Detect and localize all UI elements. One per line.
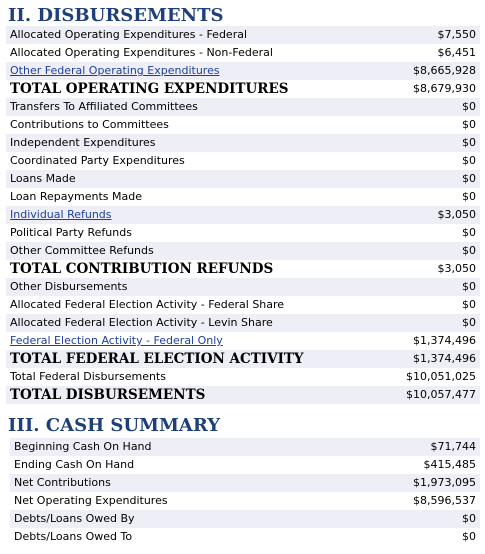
row-amount: $0 — [383, 188, 480, 206]
row-amount: $0 — [383, 314, 480, 332]
table-row-beginning-cash-on-hand — [10, 438, 480, 456]
row-amount: $1,374,496 — [383, 350, 480, 368]
row-label-cell — [6, 332, 383, 350]
row-amount: $1,374,496 — [383, 332, 480, 350]
disbursements-table — [6, 26, 480, 404]
row-amount: $1,973,095 — [337, 474, 480, 492]
row-label-cell: TOTAL DISBURSEMENTS — [6, 386, 383, 404]
row-amount: $7,550 — [383, 26, 480, 44]
table-row-contributions-to-committees — [6, 116, 480, 134]
table-row-ending-cash-on-hand — [10, 456, 480, 474]
row-label-cell: Total Federal Disbursements — [6, 368, 383, 386]
table-row-other-disbursements — [6, 278, 480, 296]
row-amount: $0 — [383, 242, 480, 260]
disbursements-title: II. DISBURSEMENTS — [8, 5, 224, 26]
row-label-cell: Debts/Loans Owed To — [10, 528, 337, 546]
table-row-federal-election-activity-federal-only — [6, 332, 480, 350]
other-federal-operating-expenditures-link[interactable]: Other Federal Operating Expenditures — [10, 64, 220, 77]
table-row-independent-expenditures — [6, 134, 480, 152]
row-amount: $415,485 — [337, 456, 480, 474]
table-row-total-contribution-refunds — [6, 260, 480, 278]
row-amount: $6,451 — [383, 44, 480, 62]
table-row-other-committee-refunds — [6, 242, 480, 260]
row-label-cell: Debts/Loans Owed By — [10, 510, 337, 528]
row-amount: $10,057,477 — [383, 386, 480, 404]
row-amount: $0 — [383, 98, 480, 116]
row-amount: $0 — [337, 510, 480, 528]
row-amount: $10,051,025 — [383, 368, 480, 386]
table-row-individual-refunds — [6, 206, 480, 224]
row-amount: $0 — [383, 116, 480, 134]
row-label-cell: Allocated Federal Election Activity - Levin Share — [6, 314, 383, 332]
table-row-allocated-operating-expenditures-non-federal — [6, 44, 480, 62]
row-label-cell: Contributions to Committees — [6, 116, 383, 134]
row-amount: $71,744 — [337, 438, 480, 456]
row-label-cell: Independent Expenditures — [6, 134, 383, 152]
row-label-cell: Ending Cash On Hand — [10, 456, 337, 474]
row-amount: $3,050 — [383, 206, 480, 224]
table-row-total-disbursements — [6, 386, 480, 404]
row-label-cell: Net Contributions — [10, 474, 337, 492]
table-row-loans-made — [6, 170, 480, 188]
row-amount: $0 — [383, 278, 480, 296]
table-row-coordinated-party-expenditures — [6, 152, 480, 170]
table-row-political-party-refunds — [6, 224, 480, 242]
row-amount: $8,665,928 — [383, 62, 480, 80]
table-row-net-contributions — [10, 474, 480, 492]
table-row-total-operating-expenditures — [6, 80, 480, 98]
row-amount: $8,679,930 — [383, 80, 480, 98]
row-label-cell: Transfers To Affiliated Committees — [6, 98, 383, 116]
row-label-cell: Political Party Refunds — [6, 224, 383, 242]
row-label-cell: Other Committee Refunds — [6, 242, 383, 260]
cash-summary-table — [10, 438, 480, 546]
row-label-cell — [6, 206, 383, 224]
row-label-cell: Allocated Federal Election Activity - Federal Share — [6, 296, 383, 314]
row-label-cell: Coordinated Party Expenditures — [6, 152, 383, 170]
table-row-total-federal-disbursements — [6, 368, 480, 386]
row-amount: $8,596,537 — [337, 492, 480, 510]
cash-summary-title: III. CASH SUMMARY — [8, 415, 221, 436]
row-amount: $0 — [383, 224, 480, 242]
row-amount: $0 — [383, 170, 480, 188]
federal-election-activity-federal-only-link[interactable]: Federal Election Activity - Federal Only — [10, 334, 223, 347]
table-row-allocated-federal-election-activity-federal-share — [6, 296, 480, 314]
table-row-net-operating-expenditures — [10, 492, 480, 510]
row-label-cell — [6, 62, 383, 80]
individual-refunds-link[interactable]: Individual Refunds — [10, 208, 112, 221]
row-label-cell: TOTAL OPERATING EXPENDITURES — [6, 80, 383, 98]
row-amount: $0 — [383, 296, 480, 314]
row-label-cell: Net Operating Expenditures — [10, 492, 337, 510]
table-row-debts-loans-owed-by — [10, 510, 480, 528]
row-amount: $0 — [337, 528, 480, 546]
row-label-cell: Loans Made — [6, 170, 383, 188]
row-amount: $3,050 — [383, 260, 480, 278]
table-row-loan-repayments-made — [6, 188, 480, 206]
table-row-allocated-operating-expenditures-federal — [6, 26, 480, 44]
table-row-other-federal-operating-expenditures — [6, 62, 480, 80]
table-row-allocated-federal-election-activity-levin-share — [6, 314, 480, 332]
row-label-cell: Allocated Operating Expenditures - Non-Federal — [6, 44, 383, 62]
row-label-cell: Loan Repayments Made — [6, 188, 383, 206]
row-amount: $0 — [383, 152, 480, 170]
table-row-debts-loans-owed-to — [10, 528, 480, 546]
table-row-total-federal-election-activity — [6, 350, 480, 368]
row-label-cell: Allocated Operating Expenditures - Federal — [6, 26, 383, 44]
row-label-cell: TOTAL CONTRIBUTION REFUNDS — [6, 260, 383, 278]
row-label-cell: Beginning Cash On Hand — [10, 438, 337, 456]
table-row-transfers-to-affiliated-committees — [6, 98, 480, 116]
row-amount: $0 — [383, 134, 480, 152]
row-label-cell: TOTAL FEDERAL ELECTION ACTIVITY — [6, 350, 383, 368]
row-label-cell: Other Disbursements — [6, 278, 383, 296]
